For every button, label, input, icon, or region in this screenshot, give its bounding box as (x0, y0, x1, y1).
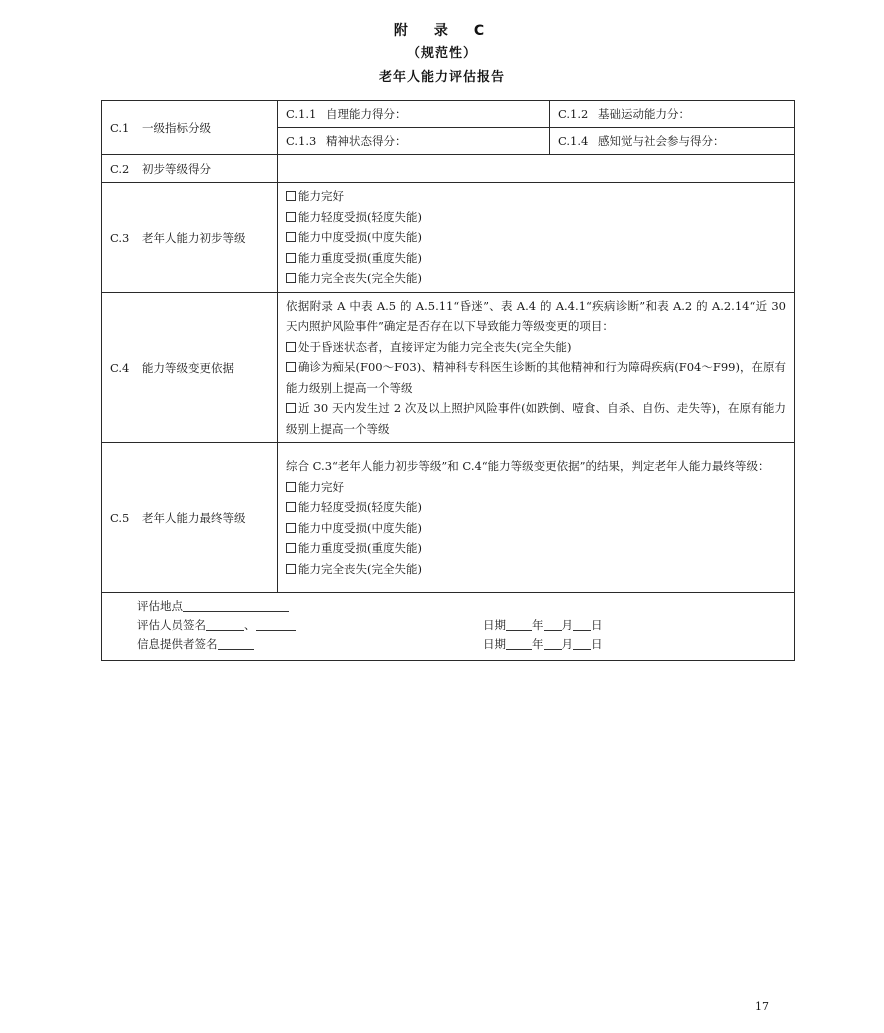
c5-option[interactable]: 能力重度受损(重度失能) (286, 538, 786, 559)
c5-option[interactable]: 能力完好 (286, 477, 786, 498)
checkbox-icon[interactable] (286, 232, 296, 242)
c1-1-label: 自理能力得分： (326, 107, 407, 121)
c1-4-label: 感知觉与社会参与得分： (598, 134, 725, 148)
checkbox-icon[interactable] (286, 253, 296, 263)
c1-label: 一级指标分级 (142, 120, 211, 135)
c1-3-cell[interactable] (278, 128, 550, 155)
c3-label: 老年人能力初步等级 (142, 230, 246, 245)
checkbox-icon[interactable] (286, 191, 296, 201)
row-c5 (102, 443, 795, 593)
c4-option[interactable]: 确诊为痴呆(F00～F03)、精神科专科医生诊断的其他精神和行为障碍疾病(F04～F99)，在原有能力级别上提高一个等级 (286, 360, 786, 395)
row-c3 (102, 183, 795, 293)
row-signatures (102, 593, 795, 661)
c5-code: C.5 (110, 510, 130, 525)
checkbox-icon[interactable] (286, 342, 296, 352)
c2-code: C.2 (110, 161, 130, 176)
c5-label-cell (102, 443, 278, 593)
c5-intro: 综合 C.3“老年人能力初步等级”和 C.4“能力等级变更依据”的结果，判定老年人能力最终等级： (286, 459, 770, 473)
checkbox-icon[interactable] (286, 212, 296, 222)
c1-3-label: 精神状态得分： (326, 134, 407, 148)
informant-row (137, 635, 794, 654)
c1-4-cell[interactable] (550, 128, 795, 155)
assessor-separator: 、 (244, 618, 256, 632)
c4-code: C.4 (110, 360, 130, 375)
c3-code: C.3 (110, 230, 130, 245)
signature-block (102, 593, 795, 661)
c5-content (278, 443, 795, 593)
assessor-row (137, 616, 794, 635)
c3-option[interactable]: 能力完全丧失(完全失能) (286, 268, 786, 289)
c2-score-field[interactable] (278, 155, 795, 183)
checkbox-icon[interactable] (286, 523, 296, 533)
c1-4-code: C.1.4 (558, 134, 589, 148)
c1-2-code: C.1.2 (558, 107, 589, 121)
c2-label: 初步等级得分 (142, 161, 211, 176)
informant-signature[interactable] (218, 636, 254, 650)
c4-intro: 依据附录 A 中表 A.5 的 A.5.11“昏迷”、表 A.4 的 A.4.1“疾病诊断”和表 A.2 的 A.2.14“近 30 天内照护风险事件”确定是否存在以下导致能力等级变更的项目： (286, 298, 786, 334)
informant-date: 日期 年 月 日 (483, 637, 603, 651)
row-c1-top (102, 101, 795, 128)
informant-label: 信息提供者签名 (137, 637, 218, 651)
date-month-field[interactable] (544, 617, 562, 631)
c3-options (278, 183, 795, 293)
annex-heading: 附 录 C (393, 23, 491, 39)
checkbox-icon[interactable] (286, 502, 296, 512)
assessor-signature-2[interactable] (256, 617, 296, 631)
date-year-field[interactable] (506, 617, 532, 631)
c4-option[interactable]: 处于昏迷状态者，直接评定为能力完全丧失(完全失能) (286, 337, 786, 358)
c5-option[interactable]: 能力完全丧失(完全失能) (286, 559, 786, 580)
location-field[interactable] (183, 598, 289, 612)
c1-3-code: C.1.3 (286, 134, 317, 148)
assessor-label: 评估人员签名 (137, 618, 206, 632)
row-c4 (102, 293, 795, 443)
c4-label: 能力等级变更依据 (142, 360, 234, 375)
date-day-field[interactable] (573, 617, 591, 631)
c3-option[interactable]: 能力重度受损(重度失能) (286, 248, 786, 269)
checkbox-icon[interactable] (286, 564, 296, 574)
c3-option[interactable]: 能力轻度受损(轻度失能) (286, 207, 786, 228)
c5-label: 老年人能力最终等级 (142, 510, 246, 525)
report-title: 老年人能力评估报告 (378, 70, 505, 85)
c4-option[interactable]: 近 30 天内发生过 2 次及以上照护风险事件(如跌倒、噎食、自杀、自伤、走失等)，在原有能力级别上提高一个等级 (286, 401, 786, 436)
c1-1-code: C.1.1 (286, 107, 317, 121)
c1-2-label: 基础运动能力分： (598, 107, 690, 121)
c4-label-cell (102, 293, 278, 443)
assessment-report-table (101, 100, 795, 661)
date-year-field[interactable] (506, 636, 532, 650)
c2-label-cell (102, 155, 278, 183)
c1-1-cell[interactable] (278, 101, 550, 128)
checkbox-icon[interactable] (286, 273, 296, 283)
assessor-signature-1[interactable] (206, 617, 244, 631)
location-label: 评估地点 (137, 599, 183, 613)
c5-option[interactable]: 能力轻度受损(轻度失能) (286, 497, 786, 518)
c4-content (278, 293, 795, 443)
assessor-date: 日期 年 月 日 (483, 618, 603, 632)
checkbox-icon[interactable] (286, 403, 296, 413)
c3-label-cell (102, 183, 278, 293)
page-number: 17 (755, 1000, 769, 1013)
c1-2-cell[interactable] (550, 101, 795, 128)
checkbox-icon[interactable] (286, 543, 296, 553)
c3-option[interactable]: 能力中度受损(中度失能) (286, 227, 786, 248)
checkbox-icon[interactable] (286, 482, 296, 492)
date-day-field[interactable] (573, 636, 591, 650)
normative-label: （规范性） (406, 46, 477, 61)
checkbox-icon[interactable] (286, 362, 296, 372)
c3-option[interactable]: 能力完好 (286, 186, 786, 207)
c1-label-cell (102, 101, 278, 155)
row-c2 (102, 155, 795, 183)
location-row (137, 597, 794, 616)
c1-code: C.1 (110, 120, 130, 135)
date-month-field[interactable] (544, 636, 562, 650)
c5-option[interactable]: 能力中度受损(中度失能) (286, 518, 786, 539)
